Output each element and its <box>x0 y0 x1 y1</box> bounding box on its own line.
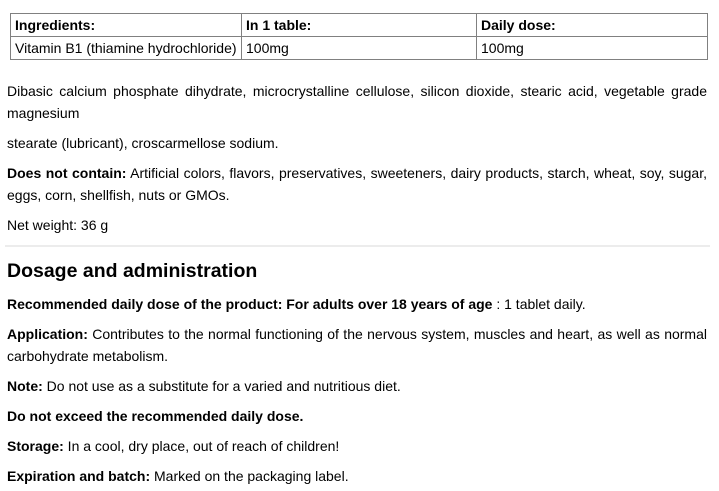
note-label: Note: <box>7 378 43 394</box>
dosage-heading: Dosage and administration <box>7 260 258 282</box>
col-header-in-1-table: In 1 table: <box>242 14 477 37</box>
storage-paragraph <box>7 435 707 457</box>
col-header-ingredients: Ingredients: <box>11 14 242 37</box>
application-paragraph <box>7 323 707 367</box>
does-not-contain-paragraph <box>7 162 707 206</box>
excipients-paragraph-1: Dibasic calcium phosphate dihydrate, microcrystalline cellulose, silicon dioxide, stearic acid, vegetable grade magnesium <box>7 83 707 121</box>
storage-label: Storage: <box>7 438 64 454</box>
recommended-dose-text: : 1 tablet daily. <box>492 296 586 312</box>
expiration-paragraph <box>7 465 707 487</box>
note-paragraph <box>7 375 707 397</box>
recommended-dose-label: Recommended daily dose of the product: For adults over 18 years of age <box>7 296 493 312</box>
cell-ingredient-name: Vitamin B1 (thiamine hydrochloride) <box>11 37 242 60</box>
do-not-exceed-line <box>7 405 707 427</box>
expiration-label: Expiration and batch: <box>7 468 151 484</box>
application-text: Contributes to the normal functioning of the nervous system, muscles and heart, as well as normal carbohydrate metabolism. <box>7 326 707 364</box>
excipients-paragraph-2: stearate (lubricant), croscarmellose sodium. <box>7 135 279 151</box>
do-not-exceed-text: Do not exceed the recommended daily dose. <box>7 408 304 424</box>
storage-text: In a cool, dry place, out of reach of children! <box>63 438 340 454</box>
does-not-contain-text: Artificial colors, flavors, preservatives, sweeteners, dairy products, starch, wheat, soy, sugar, eggs, corn, shellfish, nuts or GMOs. <box>7 165 707 203</box>
recommended-dose-paragraph <box>7 293 707 315</box>
net-weight-line: Net weight: 36 g <box>7 217 109 233</box>
ingredients-table <box>10 13 708 60</box>
note-text: Do not use as a substitute for a varied and nutritious diet. <box>42 378 401 394</box>
expiration-text: Marked on the packaging label. <box>150 468 349 484</box>
table-header-row <box>11 14 708 37</box>
section-divider <box>5 245 710 247</box>
cell-amount-per-table: 100mg <box>242 37 477 60</box>
cell-daily-dose: 100mg <box>477 37 708 60</box>
does-not-contain-label: Does not contain: <box>7 165 127 181</box>
table-row <box>11 37 708 60</box>
application-label: Application: <box>7 326 88 342</box>
col-header-daily-dose: Daily dose: <box>477 14 708 37</box>
